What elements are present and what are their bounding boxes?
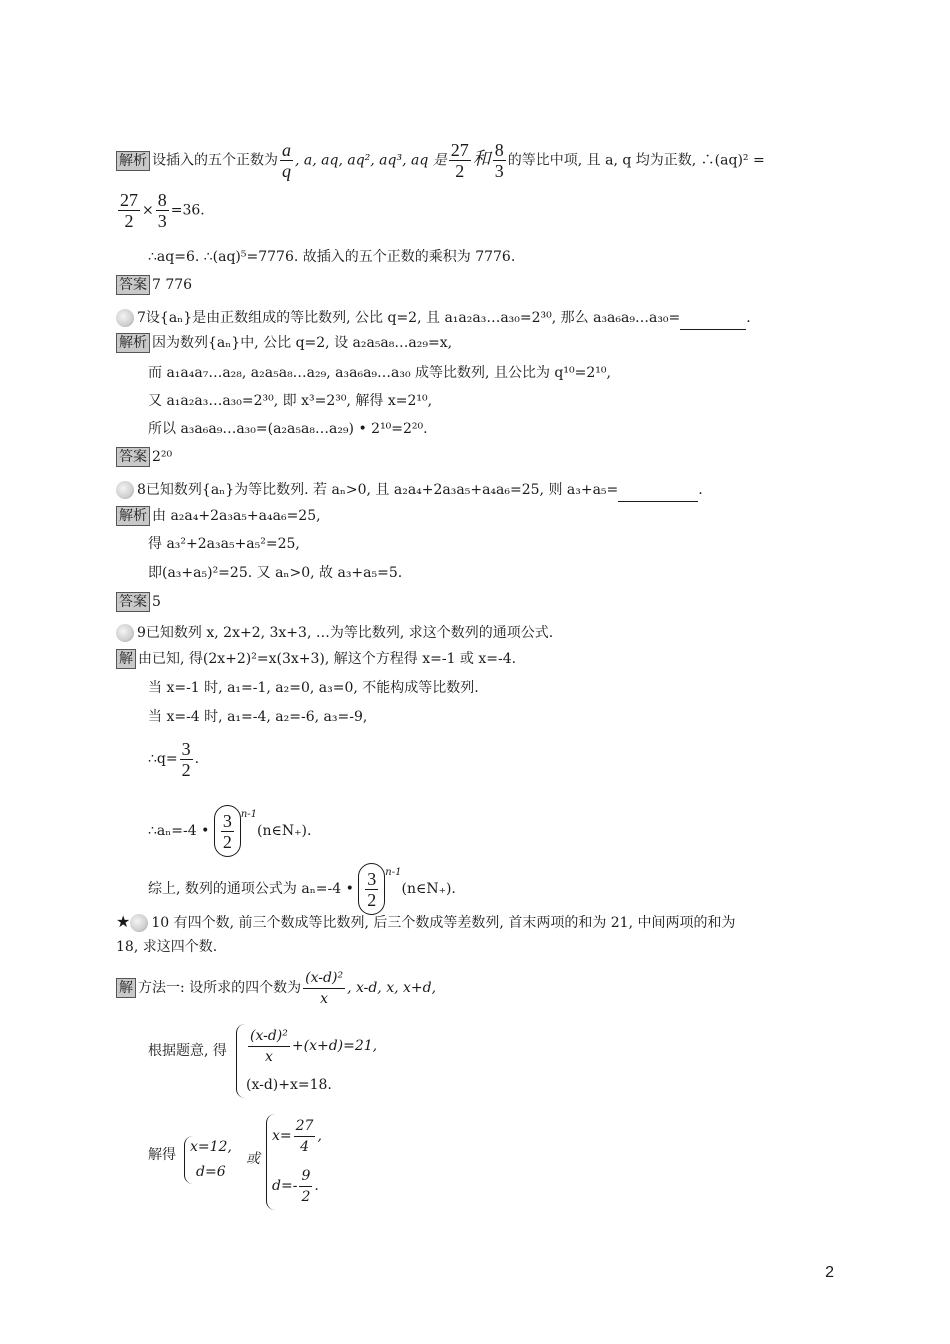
answer-value: 2²⁰ <box>152 449 173 465</box>
p6-text: 设插入的五个正数为 <box>152 152 278 169</box>
frac-num: 27 <box>120 190 138 210</box>
fraction-8-3 <box>493 140 506 181</box>
bullet-circle-icon <box>116 309 134 327</box>
solution-text: . <box>194 751 200 767</box>
left-brace <box>236 1024 245 1098</box>
frac-num: 27 <box>294 1116 316 1137</box>
solution-text: ∴aₙ=-4 • <box>148 823 210 839</box>
p7-answer <box>116 446 172 468</box>
p9-sol3: 当 x=-4 时, a₁=-4, a₂=-6, a₃=-9, <box>148 709 368 725</box>
frac-num: 27 <box>450 140 469 160</box>
p6-text: 和 <box>472 148 491 169</box>
exponent: n-1 <box>240 809 258 820</box>
fraction-3-2 <box>180 739 193 780</box>
analysis-tag: 解析 <box>116 151 150 171</box>
p6-text: , a, aq, aq², aq³, aq 是 <box>295 152 447 169</box>
p8-sol2: 得 a₃²+2a₃a₅+a₅²=25, <box>148 536 300 552</box>
solution-label: 解得 <box>148 1147 176 1163</box>
system-label: 根据题意, 得 <box>148 1043 227 1059</box>
solution-text: , x-d, x, x+d, <box>347 980 437 996</box>
frac-den: 4 <box>300 1138 310 1155</box>
question-number: 7 <box>137 310 146 326</box>
p7-sol4: 所以 a₃a₆a₉…a₃₀=(a₂a₅a₈…a₂₉) • 2¹⁰=2²⁰. <box>148 421 428 437</box>
p6-text: =36. <box>170 202 205 219</box>
p6-text: 的等比中项, 且 a, q 均为正数, ∴(aq)² = <box>507 152 765 169</box>
frac-den: 2 <box>181 759 191 780</box>
answer-tag: 答案 <box>116 447 150 467</box>
p10-method1 <box>116 964 436 1012</box>
p8-sol1 <box>116 505 321 527</box>
frac-den: 2 <box>367 889 377 910</box>
equation-text: . <box>314 1178 319 1194</box>
frac-num: 8 <box>157 190 167 210</box>
exponent: n-1 <box>385 867 402 878</box>
bullet-circle-icon <box>116 624 134 642</box>
solution-text: 因为数列{aₙ}中, 公比 q=2, 设 a₂a₅a₈…a₂₉=x, <box>152 335 453 351</box>
solution-b-d <box>272 1162 319 1210</box>
solution-a-x: x=12, <box>190 1139 232 1155</box>
frac-den: x <box>320 990 329 1007</box>
solution-b-x <box>272 1112 322 1160</box>
equation-text: +(x+d)=21, <box>291 1038 378 1054</box>
solution-tag: 解 <box>116 649 136 669</box>
solution-tag: 解 <box>116 978 136 998</box>
fraction-3-2 <box>221 811 234 852</box>
frac-den: 2 <box>124 211 134 231</box>
question-text: 已知数列 x, 2x+2, 3x+3, …为等比数列, 求这个数列的通项公式. <box>145 625 554 641</box>
p7-question <box>116 307 751 330</box>
p6-line2: $\frac{27}{2}$ × $\frac{8}{3}$ =36. <box>120 190 205 231</box>
analysis-tag: 解析 <box>116 333 150 353</box>
fraction-8-3 <box>156 190 169 231</box>
solution-a-d: d=6 <box>196 1164 226 1180</box>
solution-text: (n∈N₊). <box>257 823 312 839</box>
frac-num: (x-d)² <box>303 968 345 989</box>
p9-sol4 <box>148 736 199 782</box>
equation-text: d=- <box>272 1178 298 1194</box>
fraction-3-2 <box>365 869 378 910</box>
question-text: 有四个数, 前三个数成等比数列, 后三个数成等差数列, 首末两项的和为 21, 中间两项的和为 <box>173 915 736 931</box>
answer-tag: 答案 <box>116 592 150 612</box>
question-text: 设{aₙ}是由正数组成的等比数列, 公比 q=2, 且 a₁a₂a₃…a₃₀=2³⁰, 那么 a₃a₆a₉…a₃₀= <box>145 310 681 326</box>
question-end: . <box>746 310 751 326</box>
fraction-9-2 <box>299 1166 312 1207</box>
frac-num: 3 <box>367 868 377 889</box>
question-end: . <box>698 482 703 498</box>
solution-text: ∴q= <box>148 751 178 767</box>
frac-den: 2 <box>301 1188 311 1205</box>
answer-tag: 答案 <box>116 275 150 295</box>
answer-blank <box>680 307 746 330</box>
solution-text: 由 a₂a₄+2a₃a₅+a₄a₆=25, <box>152 508 321 524</box>
frac-den: 3 <box>157 211 167 231</box>
p9-sol6 <box>148 850 456 915</box>
p9-sol2: 当 x=-1 时, a₁=-1, a₂=0, a₃=0, 不能构成等比数列. <box>148 680 479 696</box>
or-text: 或 <box>246 1151 260 1167</box>
answer-value: 5 <box>152 594 161 610</box>
frac-num: a <box>282 140 291 160</box>
analysis-tag: 解析 <box>116 506 150 526</box>
p9-question <box>116 622 553 644</box>
question-number: 9 <box>137 625 146 641</box>
p7-sol2: 而 a₁a₄a₇…a₂₈, a₂a₅a₈…a₂₉, a₃a₆a₉…a₃₀ 成等比数列, 且公比为 q¹⁰=2¹⁰, <box>148 365 611 381</box>
equation-text: x= <box>272 1128 292 1144</box>
p7-sol3: 又 a₁a₂a₃…a₃₀=2³⁰, 即 x³=2³⁰, 解得 x=2¹⁰, <box>148 393 433 409</box>
fraction-27-2 <box>118 190 140 231</box>
p7-sol1 <box>116 332 452 354</box>
p6-line1 <box>116 140 765 181</box>
fraction-27-4 <box>294 1116 316 1157</box>
frac-num: 3 <box>181 738 191 759</box>
frac-den: 2 <box>455 161 465 181</box>
p6-line3: ∴aq=6. ∴(aq)⁵=7776. 故插入的五个正数的乘积为 7776. <box>148 249 516 265</box>
p10-question-line2: 18, 求这四个数. <box>116 939 218 955</box>
question-number: 10 <box>151 915 170 931</box>
fraction-xd2-over-x <box>248 1026 290 1067</box>
frac-num: 9 <box>299 1166 312 1187</box>
frac-den: 2 <box>222 831 232 852</box>
equation-text: , <box>317 1128 322 1144</box>
solution-text: (n∈N₊). <box>401 881 456 897</box>
fraction-xd2-over-x <box>303 968 345 1009</box>
solution-text: 综上, 数列的通项公式为 aₙ=-4 • <box>148 881 354 897</box>
solution-text: 方法一: 设所求的四个数为 <box>138 980 302 996</box>
p6-answer <box>116 274 192 296</box>
frac-num: 3 <box>222 810 232 831</box>
question-number: 8 <box>137 482 146 498</box>
bullet-circle-icon <box>130 914 148 932</box>
answer-value: 7 776 <box>152 277 193 293</box>
equation-1 <box>246 1022 377 1070</box>
star-icon: ★ <box>116 912 131 931</box>
p8-question <box>116 479 703 502</box>
frac-num: 8 <box>494 140 504 160</box>
fraction-27-2 <box>449 140 471 181</box>
parenthesized-fraction <box>358 863 385 915</box>
frac-den: x <box>264 1048 273 1065</box>
fraction-a-over-q <box>280 140 293 181</box>
frac-den: q <box>282 161 291 181</box>
answer-blank <box>618 479 698 502</box>
page-number: 2 <box>825 1264 834 1281</box>
p8-sol3: 即(a₃+a₅)²=25. 又 aₙ>0, 故 a₃+a₅=5. <box>148 565 403 581</box>
p9-sol5 <box>148 792 311 857</box>
p8-answer <box>116 591 161 613</box>
bullet-circle-icon <box>116 481 134 499</box>
equation-2: (x-d)+x=18. <box>246 1077 332 1093</box>
frac-den: 3 <box>494 161 504 181</box>
solution-text: 由已知, 得(2x+2)²=x(3x+3), 解这个方程得 x=-1 或 x=-4. <box>138 651 517 667</box>
p10-question-line1 <box>116 911 736 934</box>
frac-num: (x-d)² <box>248 1026 290 1047</box>
p9-sol1 <box>116 648 516 670</box>
question-text: 已知数列{aₙ}为等比数列. 若 aₙ>0, 且 a₂a₄+2a₃a₅+a₄a₆=25, 则 a₃+a₅= <box>145 482 619 498</box>
